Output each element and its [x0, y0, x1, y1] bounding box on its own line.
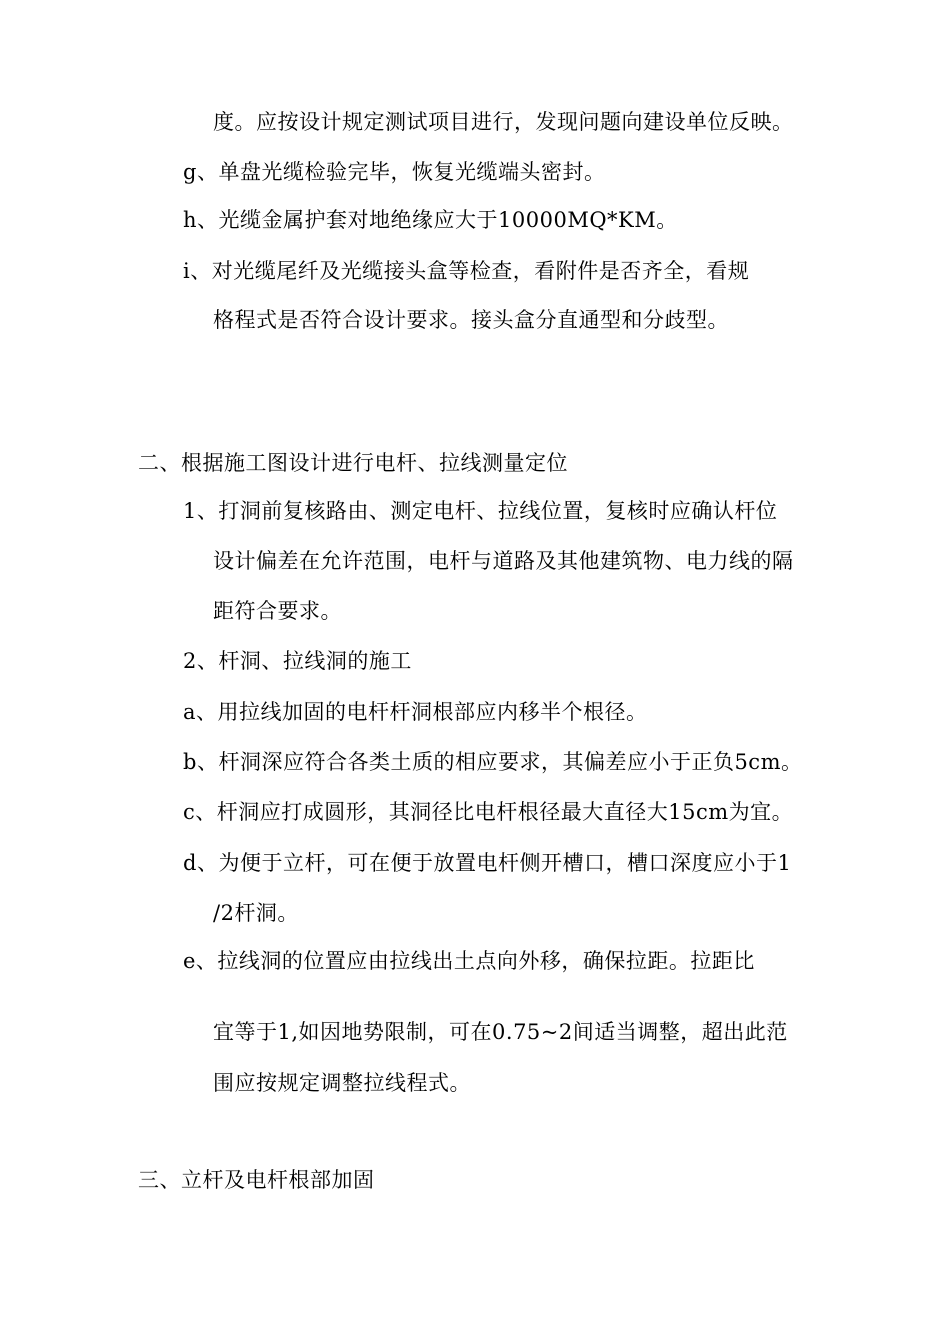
- list-item-i-continued: 格程式是否符合设计要求。接头盒分直通型和分歧型。: [213, 308, 729, 332]
- section-heading-3: 三、立杆及电杆根部加固: [138, 1168, 375, 1192]
- list-item-1-continued: 距符合要求。: [213, 599, 342, 623]
- list-item-2: 2、杆洞、拉线洞的施工: [183, 649, 412, 673]
- list-item-g: g、单盘光缆检验完毕，恢复光缆端头密封。: [183, 160, 606, 184]
- list-item-e-continued: 宜等于1,如因地势限制，可在0.75~2间适当调整，超出此范: [213, 1020, 788, 1044]
- list-item-a: a、用拉线加固的电杆杆洞根部应内移半个根径。: [183, 700, 648, 724]
- list-item-d-continued: /2杆洞。: [213, 901, 299, 925]
- list-item-e-continued: 围应按规定调整拉线程式。: [213, 1071, 471, 1095]
- section-heading-2: 二、根据施工图设计进行电杆、拉线测量定位: [138, 451, 568, 475]
- list-item-e: e、拉线洞的位置应由拉线出土点向外移，确保拉距。拉距比: [183, 949, 755, 973]
- list-item-1: 1、打洞前复核路由、测定电杆、拉线位置，复核时应确认杆位: [183, 499, 778, 523]
- paragraph-line: 度。应按设计规定测试项目进行，发现问题向建设单位反映。: [213, 110, 794, 134]
- list-item-i: i、对光缆尾纤及光缆接头盒等检查，看附件是否齐全，看规: [183, 259, 750, 283]
- list-item-c: c、杆洞应打成圆形，其洞径比电杆根径最大直径大15cm为宜。: [183, 800, 794, 824]
- list-item-d: d、为便于立杆，可在便于放置电杆侧开槽口，槽口深度应小于1: [183, 851, 792, 875]
- list-item-b: b、杆洞深应符合各类土质的相应要求，其偏差应小于正负5cm。: [183, 750, 803, 774]
- list-item-1-continued: 设计偏差在允许范围，电杆与道路及其他建筑物、电力线的隔: [213, 549, 794, 573]
- list-item-h: h、光缆金属护套对地绝缘应大于10000MQ*KM。: [183, 208, 678, 232]
